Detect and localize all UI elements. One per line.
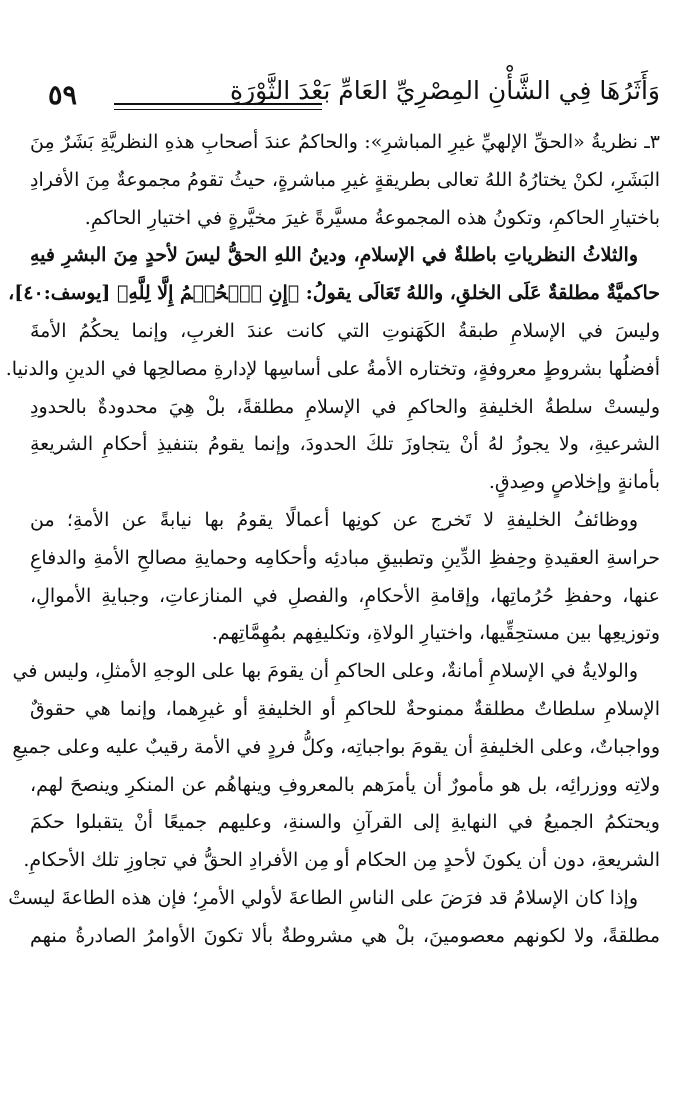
- text-line: بأمانةٍ وإخلاصٍ وصِدقٍ.: [488, 471, 660, 494]
- text-line: حراسةِ العقيدةِ وحِفظِ الدِّينِ وتطبيقِ مبادئِه وأحكامِه وحمايةِ مصالحِ الأمةِ والدفاعِ: [30, 546, 660, 569]
- running-header-title: وَأَثَرُهَا فِي الشَّأْنِ المِصْرِيِّ العَامِّ بَعْدَ الثَّوْرَةِ: [230, 76, 660, 105]
- running-header: [30, 50, 660, 111]
- text-line: عنها، وحفظِ حُرُماتِها، وإقامةِ الأحكامِ، والفصلِ في المنازعاتِ، وجبايةِ الأموالِ،: [30, 584, 660, 607]
- text-line: وواجباتٌ، وعلى الخليفةِ أن يقومَ بواجباتِه، وكلُّ فردٍ في الأمة رقيبٌ عليه وعلى جميعِ: [12, 735, 660, 758]
- text-line: وليستْ سلطةُ الخليفةِ والحاكمِ في الإسلامِ مطلقةً، بلْ هِيَ محدودةٌ بالحدودِ: [30, 395, 660, 418]
- text-line: وتوزيعِها بين مستحِقِّيها، واختيارِ الولاةِ، وتكليفِهم بمُهِمَّاتِهم.: [211, 622, 660, 645]
- body-text: [5, 124, 660, 956]
- text-line: ويحتكمُ الجميعُ في النهايةِ إلى القرآنِ والسنةِ، وعليهم جميعًا أنْ يتقبلوا حكمَ: [30, 811, 660, 834]
- text-line: ووظائفُ الخليفةِ لا تَخرج عن كونِها أعمالًا يقومُ بها نيابةً عن الأمةِ؛ من: [30, 508, 638, 531]
- text-line: مطلقةً، ولا لكونهم معصومينَ، بلْ هي مشروطةٌ بألا تكونَ الأوامرُ الصادرةُ منهم: [30, 924, 660, 947]
- text-line: وليسَ في الإسلامِ طبقةُ الكَهَنوتِ التي كانت عندَ الغربِ، وإنما يحكُمُ الأمةَ: [30, 319, 660, 342]
- text-line: الشرعيةِ، ولا يجوزُ لهُ أنْ يتجاوزَ تلكَ الحدودَ، وإنما يقومُ بتنفيذِ أحكامِ الشريعةِ: [30, 433, 660, 456]
- text-line: باختيارِ الحاكمِ، وتكونُ هذه المجموعةُ مسيَّرةً غيرَ مخيَّرةٍ في اختيارِ الحاكمِ.: [84, 206, 660, 229]
- text-line: وإذا كان الإسلامُ قد فرَضَ على الناسِ الطاعةَ لأولي الأمرِ؛ فإن هذه الطاعةَ ليستْ: [8, 886, 638, 909]
- page-number: ٥٩: [48, 80, 78, 111]
- text-line: والولايةُ في الإسلامِ أمانةٌ، وعلى الحاكمِ أن يقومَ بها على الوجهِ الأمثلِ، وليس في: [12, 660, 638, 683]
- text-line: البَشَرِ، لكنْ يختارُهُ اللهُ تعالى بطريقةٍ غيرِ مباشرةٍ، حيثُ تقومُ مجموعةٌ مِنَ الأفرادِ: [30, 168, 660, 191]
- text-line: ولاتِه ووزرائِه، بل هو مأمورٌ أن يأمرَهم بالمعروفِ وينهاهُم عن المنكرِ وينصحَ لهم،: [30, 773, 660, 796]
- text-line: الشريعةِ، دون أن يكونَ لأحدٍ مِن الحكام أو مِن الأفرادِ الحقُّ في تجاوزِ تلك الأحكامِ.: [23, 849, 660, 872]
- text-line: ٣ـ نظريةُ «الحقِّ الإلهيِّ غيرِ المباشرِ»: والحاكمُ عندَ أصحابِ هذهِ النظريَّةِ بَشَرٌ مِنَ: [30, 131, 660, 153]
- header-rule: [114, 103, 322, 105]
- text-line: والثلاثُ النظرياتِ باطلةٌ في الإسلامِ، ودينُ اللهِ الحقُّ ليسَ لأحدٍ مِنَ البشرِ فيهِ: [30, 244, 638, 267]
- text-line: حاكميَّةٌ مطلقةٌ عَلَى الخلقِ، واللهُ تَعَالَى يقولُ: ﴿إِنِ ٱلۡحُكۡمُ إِلَّا لِلَّهِ﴾ [يوسف:٤٠]،: [8, 282, 660, 305]
- text-line: الإسلامِ سلطاتٌ مطلقةٌ ممنوحةٌ للحاكمِ أو الخليفةِ أو غيرِهما، وإنما هي حقوقٌ: [30, 697, 660, 720]
- text-line: أفضلُها بشروطٍ معروفةٍ، وتختاره الأمةُ على أساسِها لإدارةِ مصالحِها في الدينِ والدنيا.: [5, 357, 660, 380]
